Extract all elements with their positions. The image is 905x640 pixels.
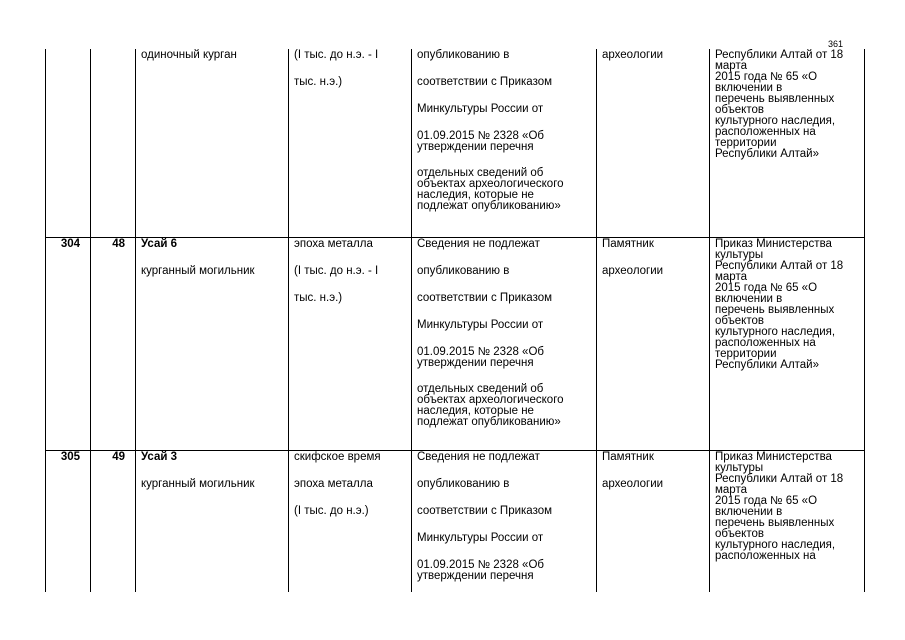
info-line: 01.09.2015 № 2328 «Об	[417, 130, 544, 142]
info-line: 01.09.2015 № 2328 «Об	[417, 558, 544, 571]
document-line: расположенных на	[715, 126, 816, 138]
document-line: марта	[715, 60, 747, 72]
category-line: археологии	[602, 264, 664, 277]
document-line: объектов	[715, 314, 764, 327]
document-line: перечень выявленных	[715, 303, 835, 316]
object-type: курганный могильник	[141, 264, 255, 277]
object-type: одиночный курган	[141, 49, 237, 61]
document-line: Республики Алтай от 18	[715, 49, 844, 61]
info-line: наследия, которые не	[417, 189, 534, 201]
info-line: наследия, которые не	[417, 404, 534, 417]
document-line: Приказ Министерства	[715, 450, 832, 463]
info-line: подлежат опубликованию»	[417, 200, 561, 212]
document-cell	[710, 450, 865, 592]
dating-cell	[289, 237, 412, 450]
document-cell	[710, 49, 865, 237]
document-line: культурного наследия,	[715, 325, 836, 338]
document-line: Приказ Министерства	[715, 237, 832, 250]
info-line: отдельных сведений об	[417, 382, 544, 395]
document-line: культуры	[715, 248, 764, 261]
document-line: Республики Алтай»	[715, 148, 820, 160]
info-line: соответствии с Приказом	[417, 291, 553, 304]
dating-line: эпоха металла	[294, 237, 373, 250]
name-cell	[136, 450, 289, 592]
reg-number-cell: 304	[46, 237, 91, 450]
document-line: культурного наследия,	[715, 115, 836, 127]
category-cell	[597, 450, 710, 592]
page-number: 361	[828, 39, 844, 49]
info-line: отдельных сведений об	[417, 167, 544, 179]
document-line: расположенных на	[715, 549, 816, 562]
local-number-cell: 49	[91, 450, 136, 592]
table-row	[46, 237, 865, 450]
document-line: включении в	[715, 505, 783, 518]
category-cell	[597, 49, 710, 237]
info-line: Минкультуры России от	[417, 318, 544, 331]
info-line: объектах археологического	[417, 178, 564, 190]
document-line: расположенных на	[715, 336, 816, 349]
document-line: территории	[715, 347, 777, 360]
category-line: археологии	[602, 49, 664, 61]
document-cell	[710, 237, 865, 450]
document-line: территории	[715, 137, 777, 149]
dating-cell	[289, 450, 412, 592]
document-line: культурного наследия,	[715, 538, 836, 551]
site-name: Усай 3	[141, 450, 178, 463]
document-line: перечень выявленных	[715, 516, 835, 529]
document-line: Республики Алтай»	[715, 358, 820, 371]
local-number-cell	[91, 49, 136, 237]
document-line: включении в	[715, 82, 783, 94]
name-cell	[136, 237, 289, 450]
table-row	[46, 450, 865, 592]
reg-number-cell	[46, 49, 91, 237]
info-line: 01.09.2015 № 2328 «Об	[417, 345, 544, 358]
document-line: 2015 года № 65 «О	[715, 281, 818, 294]
info-line: опубликованию в	[417, 264, 510, 277]
dating-line: (I тыс. до н.э. - I	[294, 264, 379, 277]
monuments-table	[45, 49, 865, 592]
category-cell	[597, 237, 710, 450]
document-line: марта	[715, 483, 747, 496]
info-line: Минкультуры России от	[417, 531, 544, 544]
info-line: опубликованию в	[417, 49, 510, 61]
info-cell	[412, 450, 597, 592]
info-line: Минкультуры России от	[417, 103, 544, 115]
dating-cell	[289, 49, 412, 237]
document-line: перечень выявленных	[715, 93, 835, 105]
dating-line: скифское время	[294, 450, 381, 463]
category-line: археологии	[602, 477, 664, 490]
info-line: опубликованию в	[417, 477, 510, 490]
info-line: подлежат опубликованию»	[417, 415, 561, 428]
site-name: Усай 6	[141, 237, 178, 250]
document-line: объектов	[715, 104, 764, 116]
info-line: утверждении перечня	[417, 569, 534, 582]
dating-line: (I тыс. до н.э.)	[294, 504, 369, 517]
dating-line: эпоха металла	[294, 477, 373, 490]
document-line: объектов	[715, 527, 764, 540]
info-line: объектах археологического	[417, 393, 564, 406]
name-cell	[136, 49, 289, 237]
reg-number-cell: 305	[46, 450, 91, 592]
category-line: Памятник	[602, 450, 654, 463]
document-line: 2015 года № 65 «О	[715, 71, 818, 83]
category-line: Памятник	[602, 237, 654, 250]
info-line: Сведения не подлежат	[417, 450, 540, 463]
info-line: соответствии с Приказом	[417, 504, 553, 517]
document-line: марта	[715, 270, 747, 283]
dating-line: тыс. н.э.)	[294, 76, 343, 88]
info-line: соответствии с Приказом	[417, 76, 553, 88]
info-line: Сведения не подлежат	[417, 237, 540, 250]
object-type: курганный могильник	[141, 477, 255, 490]
table-row	[46, 49, 865, 237]
document-line: 2015 года № 65 «О	[715, 494, 818, 507]
document-line: включении в	[715, 292, 783, 305]
info-line: утверждении перечня	[417, 141, 534, 153]
dating-line: тыс. н.э.)	[294, 291, 343, 304]
document-line: Республики Алтай от 18	[715, 472, 844, 485]
document-line: культуры	[715, 461, 764, 474]
info-cell	[412, 49, 597, 237]
info-line: утверждении перечня	[417, 356, 534, 369]
local-number-cell: 48	[91, 237, 136, 450]
info-cell	[412, 237, 597, 450]
document-line: Республики Алтай от 18	[715, 259, 844, 272]
dating-line: (I тыс. до н.э. - I	[294, 49, 379, 61]
